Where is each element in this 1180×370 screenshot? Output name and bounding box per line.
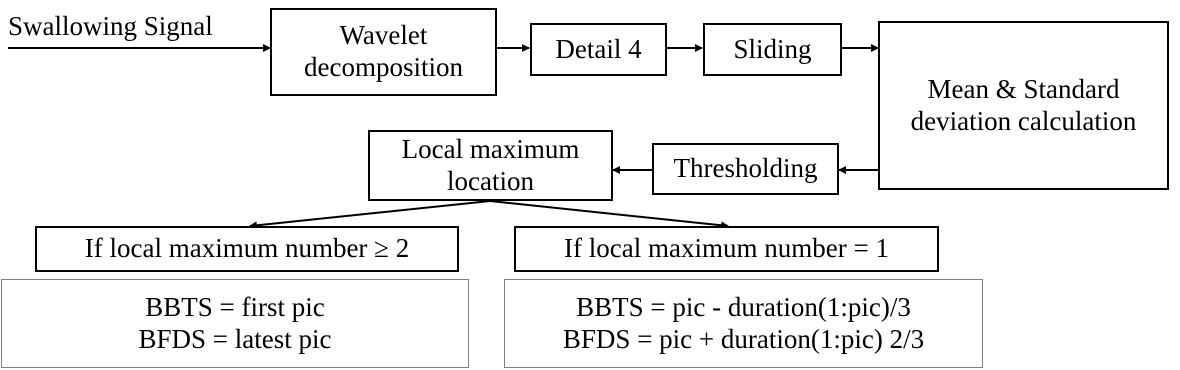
result-ge2-box <box>1 279 469 368</box>
input-signal-label: Swallowing Signal <box>8 11 213 41</box>
result-eq1-line1: BBTS = pic - duration(1:pic)/3 <box>576 291 911 322</box>
condition-ge2-label: If local maximum number ≥ 2 <box>84 233 410 264</box>
result-ge2-line1: BBTS = first pic <box>145 291 325 322</box>
local-max-location-box <box>368 130 613 201</box>
mean-std-line1: Mean & Standard <box>927 73 1120 104</box>
mean-std-box <box>878 21 1169 190</box>
wavelet-decomposition-line2: decomposition <box>304 52 463 82</box>
sliding-label: Sliding <box>733 33 812 64</box>
condition-ge2-box <box>35 226 459 272</box>
local-max-location-line2: location <box>447 165 534 196</box>
detail4-label: Detail 4 <box>555 33 642 64</box>
result-eq1-box <box>504 279 983 368</box>
wavelet-decomposition-box <box>270 8 497 96</box>
result-ge2-line2: BFDS = latest pic <box>138 323 332 354</box>
thresholding-box <box>652 143 839 195</box>
condition-eq1-label: If local maximum number = 1 <box>564 233 889 264</box>
mean-std-line2: deviation calculation <box>910 105 1137 136</box>
sliding-box <box>703 23 842 76</box>
local-max-location-line1: Local maximum <box>401 133 580 164</box>
thresholding-label: Thresholding <box>673 153 818 184</box>
result-eq1-line2: BFDS = pic + duration(1:pic) 2/3 <box>562 323 925 354</box>
condition-eq1-box <box>514 226 939 272</box>
detail4-box <box>530 23 667 76</box>
arrow-local-max-to-cond-eq1 <box>490 201 728 226</box>
arrow-local-max-to-cond-ge2 <box>250 201 490 226</box>
wavelet-decomposition-line1: Wavelet <box>339 20 428 51</box>
